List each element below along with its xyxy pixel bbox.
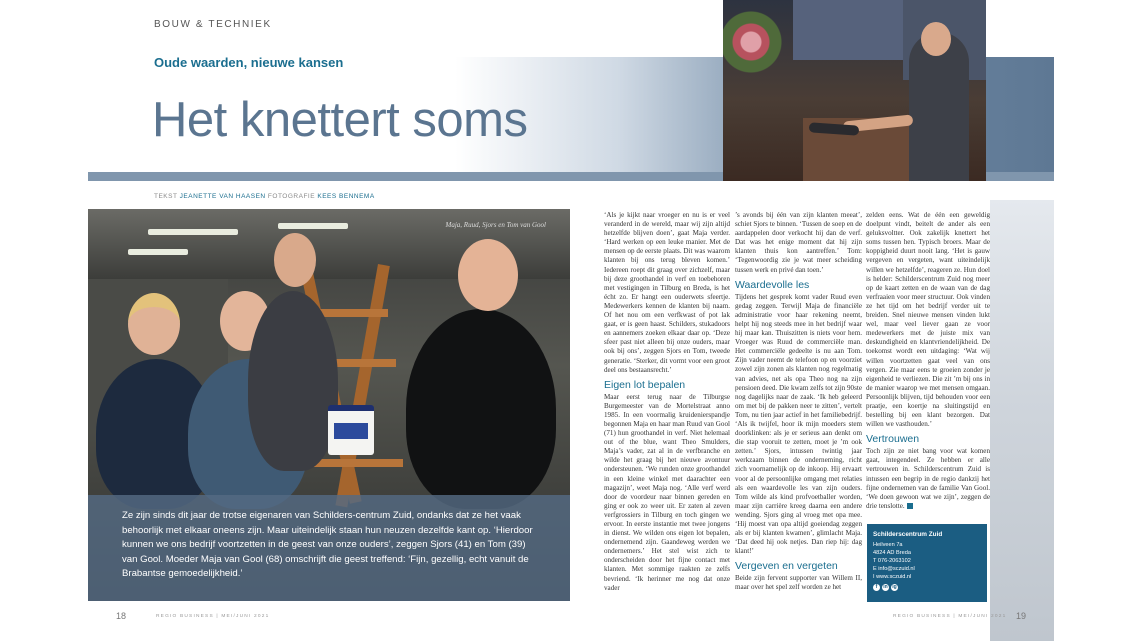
- intro-text: Ze zijn sinds dit jaar de trotse eigenaren van Schilders-centrum Zuid, ondanks dat ze het vaak behoorlijk met elkaar oneens zijn. Maar uiteindelijk staan hun neuzen dezelfde kant op. ‘Hierdoor kunnen we ons bedrijf voortzetten in de geest van onze ouders’, zeggen Sjors (41) en Tom (39) van Gool. Moeder Maja van Gool (68) omschrijft die geest treffend: ‘Fijn, gezellig, echt vanuit de Brabantse gemoedelijkheid.’: [122, 510, 533, 580]
- facebook-icon: f: [873, 584, 880, 591]
- contact-email: E info@sczuid.nl: [873, 566, 915, 572]
- ladder-rail: [335, 264, 389, 507]
- subheading-eigen-lot-bepalen: Eigen lot bepalen: [604, 378, 686, 391]
- subheading-vergeven-en-vergeten: Vergeven en vergeten: [735, 560, 838, 573]
- contact-street: Heilveen 7a: [873, 542, 903, 548]
- credits-photo-author: KEES BENNEMA: [317, 193, 375, 200]
- paragraph: Tijdens het gesprek komt vader Ruud even gedag zeggen. Terwijl Maja de financiële administratie voor haar rekening neemt, helpt hij nog steeds mee in het bedrijf waar hij maar kan. Thuiszitten is niets voor hem. Vroeger was Ruud de commerciële man. Het commerciële gedeelte is nu aan Tom. Zijn vader neemt de telefoon op en voorziet zowel zijn zonen als klanten nog regelmatig van advies, net als opa Theo nog na zijn pensioen deed. Die kwam zelfs tot zijn 90ste nog dagelijks naar de zaak. ‘Ik heb geleerd om met bij de pakken neer te zitten’, vertelt Tom, nu tien jaar actief in het familiebedrijf. ‘Als ik twijfel, hoor ik mijn moeders stem doorklinken: als je er serieus aan denkt om die stap vooruit te zetten, moet je ’m ook zetten.’ Sjors, intussen twintig jaar werkzaam binnen de onderneming, richt zich voornamelijk op de inkoop. Hij ervaart voor al de persoonlijke omgang met relaties als een waardevolle les van zijn ouders. Tom wilde als kind profvoetballer worden, maar zijn carrière kreeg daarna een andere wending. Sjors ging al vroeg met opa mee. ‘Hij moest van opa altijd goeiendag zeggen als er bij klanten kwamen’, glimlacht Maja. ‘Dat deed hij ook netjes. Dan riep hij: dag klant!’: [735, 292, 862, 556]
- instagram-icon: ig: [892, 584, 897, 590]
- bucket-label: [334, 423, 368, 439]
- ceiling-light: [128, 249, 188, 255]
- paragraph: Maar eerst terug naar de Tilburgse Burgemeester van de Mortelstraat anno 1985. In een voormalig kruidenierspandje begonnen Maja en haar man Ruud van Gool (71) hun groothandel in verf. Niet helemaal out of the blue, want Theo Smulders, Maja’s vader, zat al in de verfbranche en wilde het graag bij het nieuwe avontuur ondersteunen. ‘We runden onze groothandel in een kleine winkel met daarachter een magazijn’, weet Maja nog. ‘Alle verf werd door de voordeur naar binnen gereden en ging er ook zo weer uit. Er zaten al zeven verfgrossiers in Tilburg en toch gingen we ervoor. In eerste instantie met twee jongens in dienst. We wilden ons eigen lot bepalen, ondernemend zijn. Gaandeweg werden we ondernemers.’ Het stel wist zich te onderscheiden door het fijne contact met klanten. Met sommige raakten ze zelfs bevriend. ‘Ik herinner me nog dat onze vader: [604, 392, 730, 592]
- person-sjors: [248, 291, 338, 471]
- end-mark-icon: [907, 503, 913, 509]
- person-tom: [406, 309, 556, 509]
- subheading-vertrouwen: Vertrouwen: [866, 433, 920, 446]
- contact-city: 4824 AD Breda: [873, 550, 911, 556]
- paragraph: ’s avonds bij één van zijn klanten meeat’, schiet Sjors te binnen. ‘Tussen de soep en de aardappelen door verkocht hij dan de verf. Dat was het enige moment dat hij zijn klanten thuis kon aantreffen.’ Tom: ‘Tegenwoordig zie je wat meer scheiding tussen werk en privé dan toen.’: [735, 211, 862, 274]
- kicker: Oude waarden, nieuwe kansen: [154, 55, 344, 70]
- footer-right: REGIO BUSINESS | MEI/JUNI 2021: [893, 614, 1007, 619]
- paragraph: Beide zijn fervent supporter van Willem II, maar over het spel zelf worden ze het: [735, 574, 862, 592]
- person-tom-head: [458, 239, 518, 311]
- side-photo-edge: [990, 200, 1054, 641]
- paragraph-closing: [866, 447, 990, 511]
- text-column-2: [735, 211, 862, 593]
- page-number-right: 19: [1016, 611, 1027, 621]
- paragraph: ‘Als je kijkt naar vroeger en nu is er veel veranderd in de wereld, maar wij zijn altijd hetzelfde blijven doen’, gaat Maja verder. ‘Hard werken op een leuke manier. Met de mensen op de eerste plaats. Dit was waarom klanten bij ons terug bleven komen.’ Iedereen roept dit graag over zichzelf, maar bij deze groothandel in verf en toebehoren met vestigingen in Tilburg en Breda, is het écht zo. Er hangt een ouderwets sfeertje. Medewerkers kennen de klanten bij naam. Of het nou om een verfkwast of pot lak gaat, er is geen haast. Schilders, stukadoors en aannemers zoeken elkaar daar op. ‘Deze sfeer past niet alleen bij onze ouders, maar ook bij ons’, zeggen Sjors en Tom, tweede generatie. ‘Sterker, dit vormt voor een groot deel ons bestaansrecht.’: [604, 211, 730, 374]
- text-column-1: [604, 211, 730, 593]
- paragraph: zelden eens. Wat de één een geweldig doelpunt vindt, beitelt de ander als een geluksvoltter. Ook zakelijk knettert het soms tussen hen. Typisch broers. Maar de koppigheid duurt nooit lang. ‘Het is gauw vergeven en vergeten, want uiteindelijk willen we hetzelfde’, reageren ze. Hun doel is helder: Schilderscentrum Zuid nog meer op de kaart zetten en de waan van de dag verfraaien voor meer structuur. Ook vinden ze het tijd om het bedrijf verder uit te breiden. Snel nieuwe mensen vinden lukt wel, maar veel liever gaan ze voor medewerkers met de juiste mix van deskundigheid en klantvriendelijkheid. De toekomst wordt een uitdaging: ‘Wat wij willen voortzetten gaat veel van ons vergen. Zie maar eens te groeien zonder je eigenheid te verliezen. Die zit ’m bij ons in de manier waarop we met mensen omgaan. Persoonlijk blijven, tijd behouden voor een praatje, een koertje na sluitingstijd en bestelling bij een klant bezorgen. Dat willen we vasthouden.’: [866, 211, 990, 429]
- person-sjors-head: [274, 233, 316, 287]
- shop-man-head: [921, 22, 951, 56]
- contact-web: I www.sczuid.nl: [873, 574, 912, 580]
- paint-rack: [793, 0, 903, 60]
- headline: Het knettert soms: [152, 93, 528, 147]
- credits-text-label: TEKST: [154, 193, 178, 200]
- section-label: BOUW & TECHNIEK: [154, 19, 272, 30]
- credits-photo-label: FOTOGRAFIE: [267, 193, 316, 200]
- contact-name: Schilderscentrum Zuid: [873, 531, 943, 538]
- paint-bucket: [328, 405, 374, 455]
- footer-left: REGIO BUSINESS | MEI/JUNI 2021: [156, 614, 270, 619]
- credits-text-author: JEANETTE VAN HAASEN: [179, 193, 266, 200]
- photo-caption: Maja, Ruud, Sjors en Tom van Gool: [445, 221, 546, 229]
- ceiling-light: [148, 229, 238, 235]
- shop-photo: [723, 0, 986, 181]
- hero-photo: [88, 209, 570, 601]
- ceiling-light: [278, 223, 348, 229]
- linkedin-icon: in: [883, 584, 888, 590]
- page-number-left: 18: [116, 611, 127, 621]
- social-icons: [873, 584, 981, 591]
- closing-text: Toch zijn ze niet bang voor wat komen gaat, integendeel. Ze hebben er alle vertrouwen in. Schilderscentrum Zuid is intussen een begrip in de regio dankzij het fijne ondernemen van de familie Van Gool. ‘We doen gewoon wat we zijn’, zeggen de drie tenslotte.: [866, 447, 990, 510]
- credits: [154, 193, 375, 200]
- text-column-3: [866, 211, 990, 511]
- flower-bouquet: [723, 6, 793, 86]
- intro-box: [88, 495, 570, 601]
- subheading-waardevolle-les: Waardevolle les: [735, 278, 810, 291]
- contact-box: [867, 524, 987, 602]
- contact-phone: T 076-2063102: [873, 558, 911, 564]
- person-maja-head: [128, 293, 180, 355]
